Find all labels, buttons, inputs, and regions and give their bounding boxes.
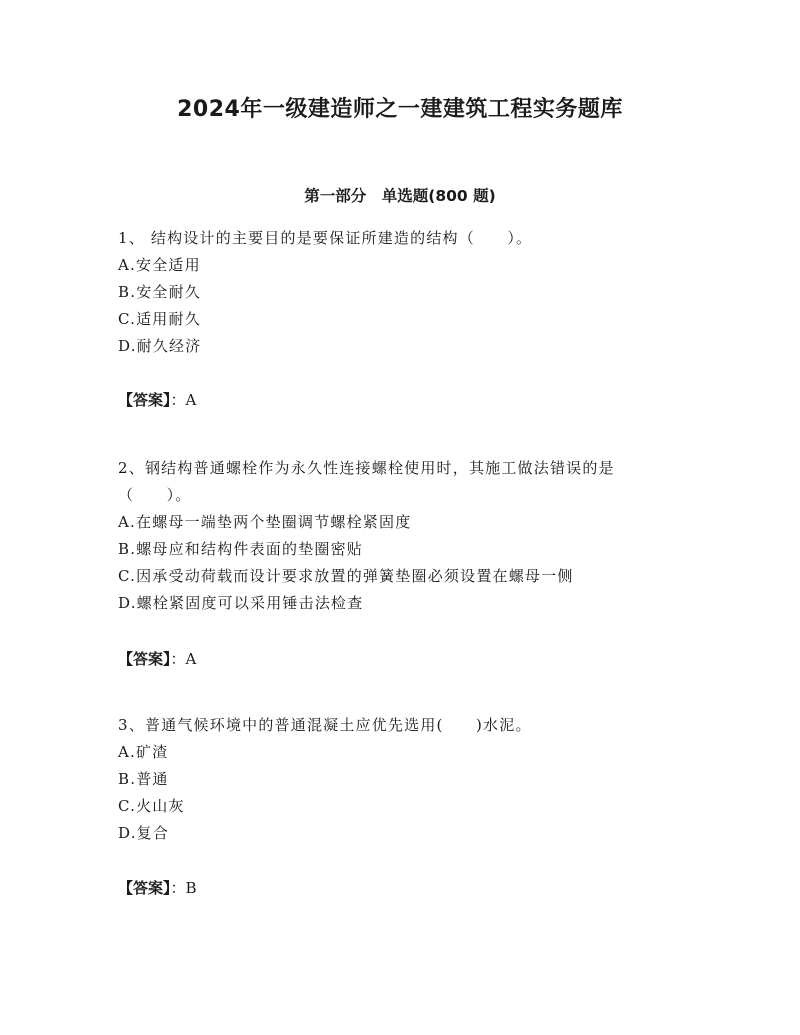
answer-label: 【答案】 <box>118 879 171 897</box>
option-b: B.螺母应和结构件表面的垫圈密贴 <box>118 540 363 558</box>
option-c: C.因承受动荷载而设计要求放置的弹簧垫圈必须设置在螺母一侧 <box>118 567 574 585</box>
option-d: D.螺栓紧固度可以采用锤击法检查 <box>118 594 364 612</box>
answer-value: ：B <box>170 879 197 897</box>
option-a: A.矿渣 <box>118 743 169 761</box>
option-c: C.适用耐久 <box>118 310 201 328</box>
option-d: D.复合 <box>118 824 170 842</box>
answer-line <box>118 389 196 410</box>
question-stem-continued: （ ）。 <box>118 486 192 504</box>
option-c: C.火山灰 <box>118 797 185 815</box>
question-stem: 3、普通气候环境中的普通混凝土应优先选用( )水泥。 <box>118 716 532 734</box>
answer-line <box>118 648 196 669</box>
option-b: B.普通 <box>118 770 169 788</box>
option-b: B.安全耐久 <box>118 283 201 301</box>
question-stem: 2、钢结构普通螺栓作为永久性连接螺栓使用时，其施工做法错误的是 <box>118 459 615 477</box>
option-d: D.耐久经济 <box>118 337 202 355</box>
option-a: A.在螺母一端垫两个垫圈调节螺栓紧固度 <box>118 513 412 531</box>
answer-label: 【答案】 <box>118 391 171 409</box>
answer-value: ：A <box>170 391 197 409</box>
answer-value: ：A <box>170 650 197 668</box>
question-stem: 1、 结构设计的主要目的是要保证所建造的结构（ ）。 <box>118 229 533 247</box>
document-title: 2024年一级建造师之一建建筑工程实务题库 <box>177 97 623 122</box>
option-a: A.安全适用 <box>118 256 201 274</box>
answer-line <box>118 877 197 898</box>
section-heading: 第一部分 单选题(800 题) <box>304 187 496 205</box>
answer-label: 【答案】 <box>118 650 171 668</box>
